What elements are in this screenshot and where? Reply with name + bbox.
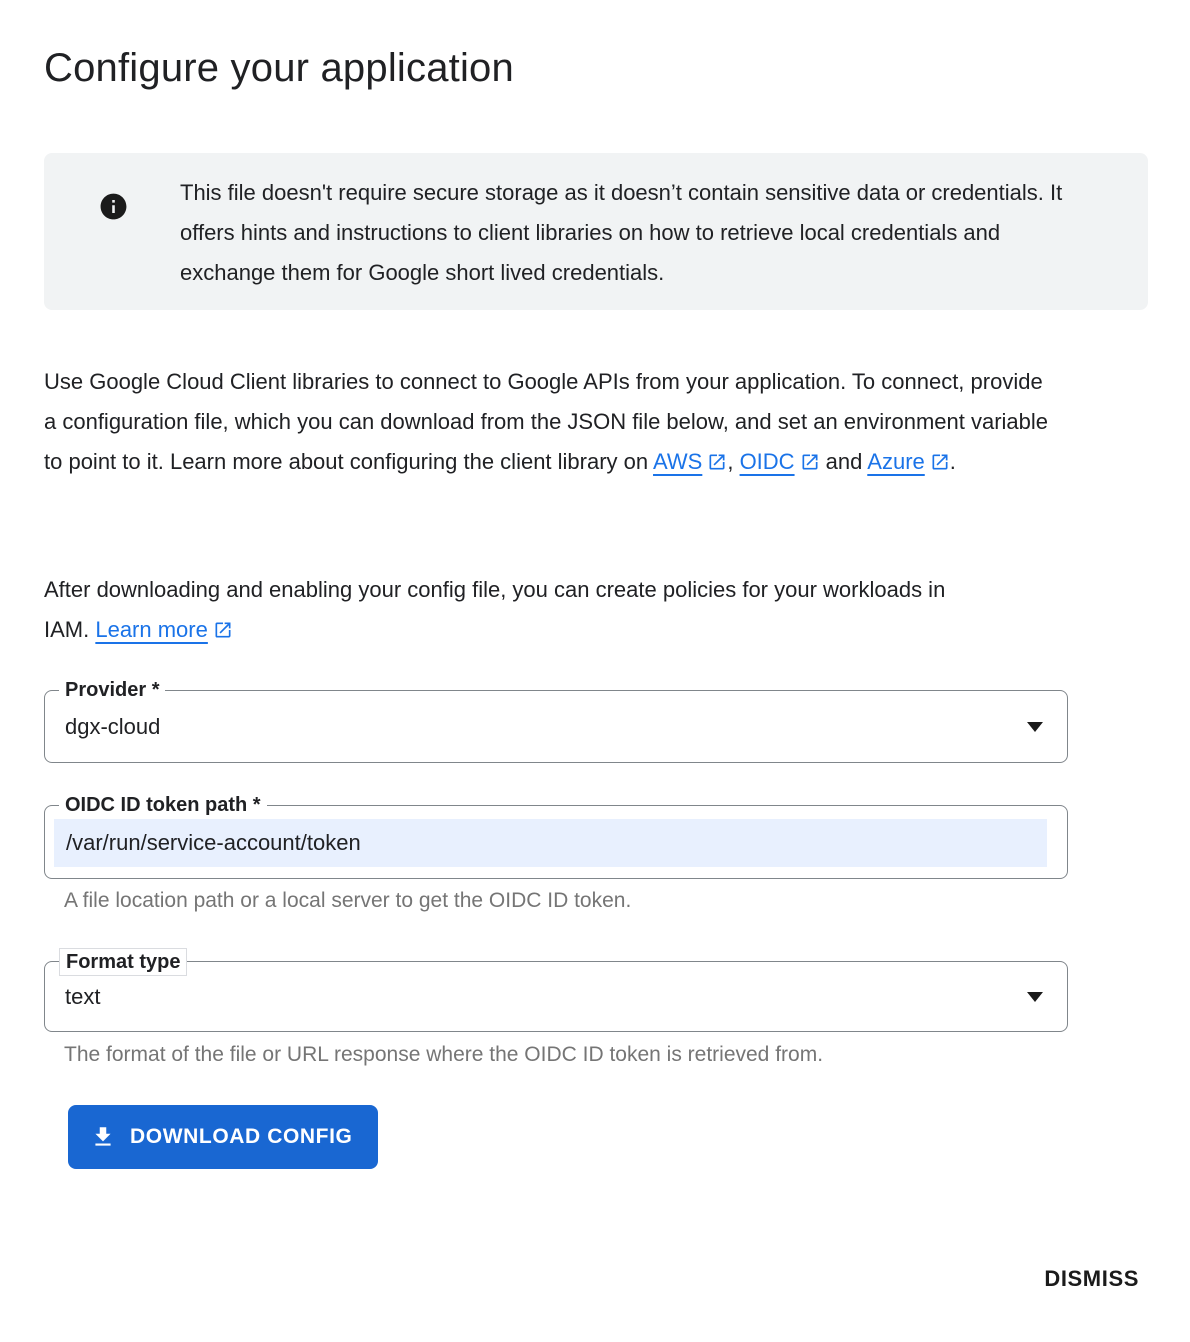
format-type-label: Format type [59, 948, 187, 976]
format-type-select[interactable] [44, 951, 1068, 1032]
azure-link-label[interactable]: Azure [867, 449, 925, 474]
oidc-link[interactable] [740, 449, 820, 474]
token-path-input[interactable] [54, 819, 1047, 867]
external-link-icon [930, 452, 950, 472]
external-link-icon [800, 452, 820, 472]
oidc-link-label[interactable]: OIDC [739, 449, 795, 474]
download-config-button[interactable] [68, 1105, 378, 1169]
info-banner [44, 153, 1148, 310]
token-path-field[interactable] [44, 794, 1068, 879]
chevron-down-icon[interactable] [1027, 992, 1043, 1002]
token-path-label: OIDC ID token path * [59, 792, 267, 818]
dismiss-button[interactable]: DISMISS [1044, 1266, 1139, 1291]
intro-text: Use Google Cloud Client libraries to connect to Google APIs from your application. To connect, provide a configuration file, which you can download from the JSON file below, and set an environment variable to point to it. Learn more about configuring the client library on [44, 369, 1049, 474]
info-banner-text: This file doesn't require secure storage as it doesn’t contain sensitive data or credentials. It offers hints and instructions to client libraries on how to retrieve local credentials and exchange them for Google short lived credentials. [180, 180, 1063, 285]
download-config-label: DOWNLOAD CONFIG [130, 1125, 353, 1148]
chevron-down-icon[interactable] [1027, 722, 1043, 732]
format-type-helper-text: The format of the file or URL response where the OIDC ID token is retrieved from. [64, 1043, 824, 1066]
info-icon [98, 191, 129, 222]
iam-note-paragraph [44, 570, 974, 650]
intro-period: . [949, 449, 956, 474]
page-title: Configure your application [44, 46, 514, 90]
iam-note-text: After downloading and enabling your config file, you can create policies for your workloads in IAM. [44, 577, 946, 642]
azure-link[interactable] [867, 449, 949, 474]
aws-link-label[interactable]: AWS [653, 449, 703, 474]
learn-more-link-label[interactable]: Learn more [95, 617, 208, 642]
intro-separator: and [819, 449, 868, 474]
provider-value: dgx-cloud [65, 713, 161, 739]
download-icon [90, 1124, 116, 1150]
token-path-helper-text: A file location path or a local server to get the OIDC ID token. [64, 889, 632, 912]
intro-separator: , [727, 449, 740, 474]
external-link-icon [213, 620, 233, 640]
provider-label: Provider * [59, 677, 165, 703]
learn-more-link[interactable] [95, 617, 233, 642]
provider-select[interactable] [44, 679, 1068, 763]
aws-link[interactable] [653, 449, 727, 474]
format-type-value: text [65, 983, 101, 1009]
intro-paragraph [44, 362, 1059, 482]
external-link-icon [707, 452, 727, 472]
